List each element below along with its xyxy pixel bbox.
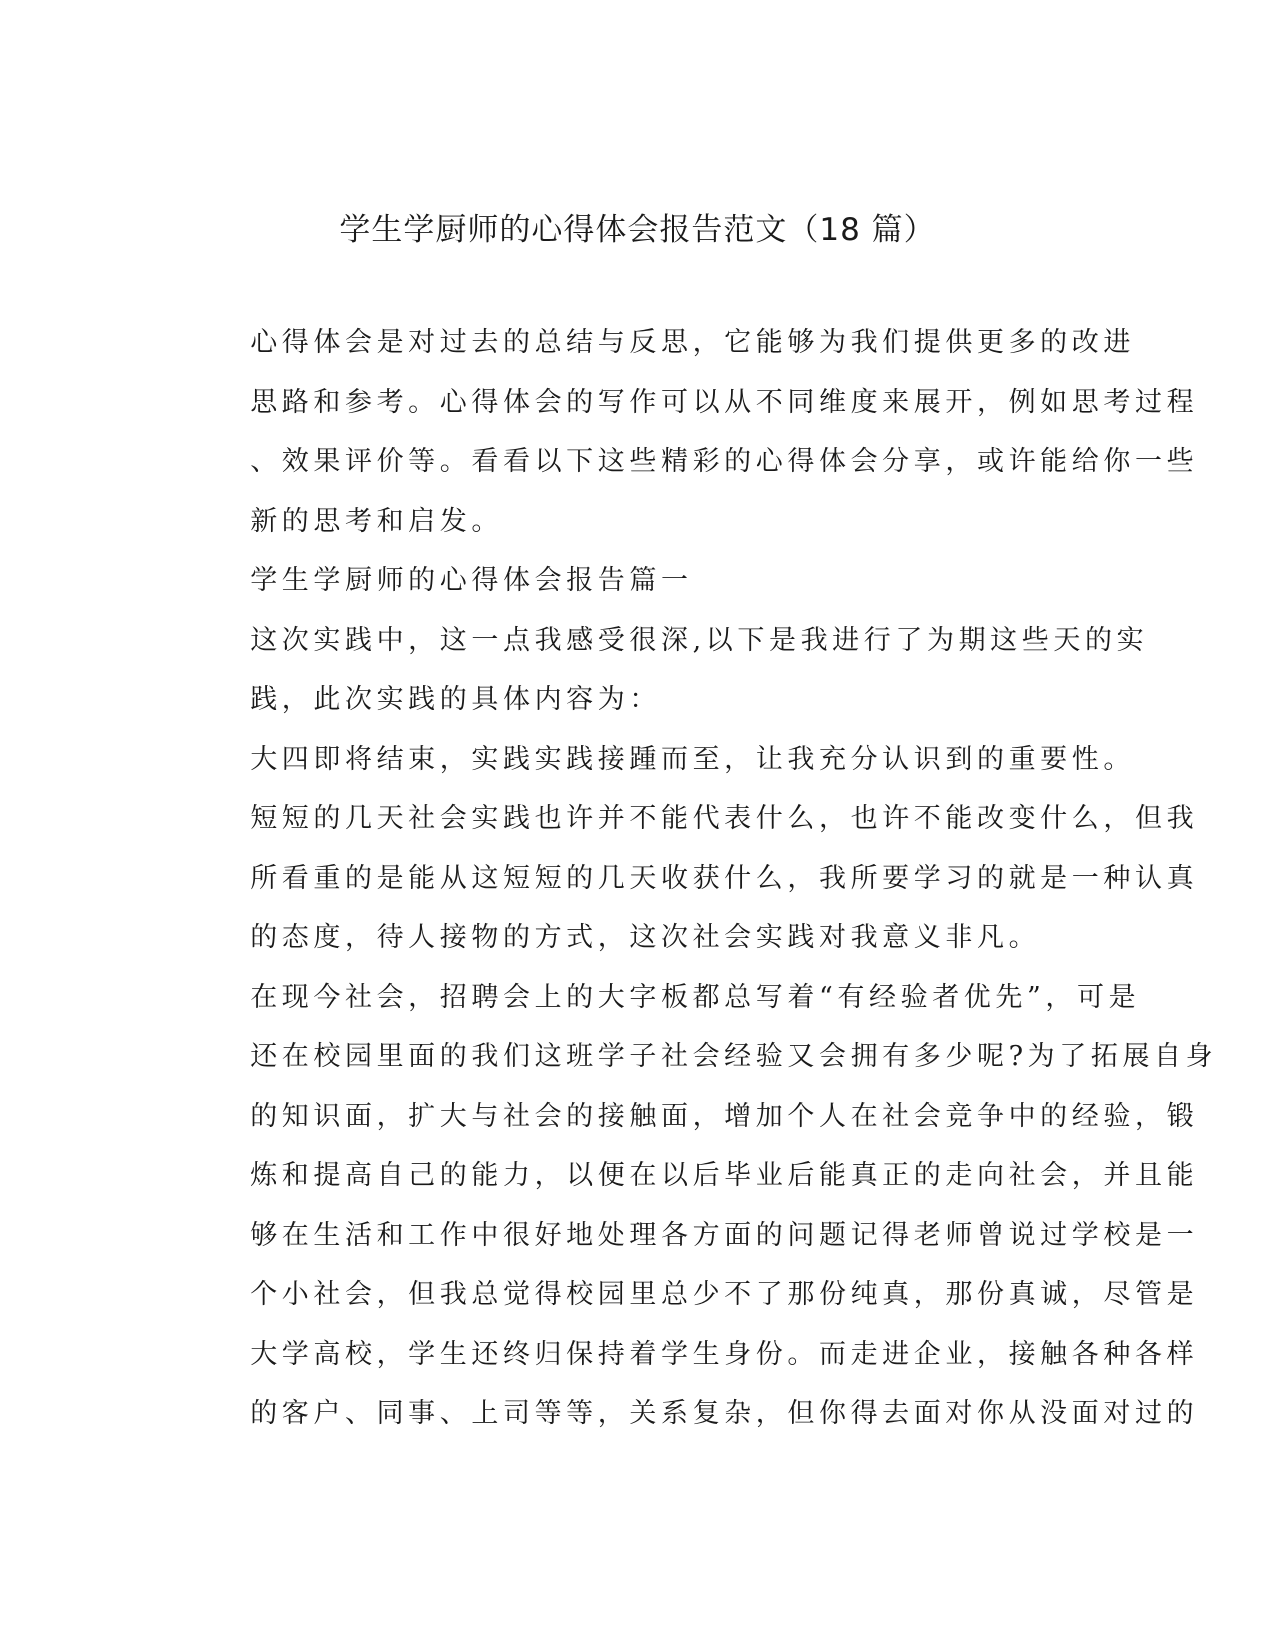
- text-line: 践，此次实践的具体内容为：: [250, 684, 661, 715]
- text-line: 在现今社会，招聘会上的大字板都总写着“有经验者优先”，可是: [250, 981, 1141, 1013]
- paragraph-intro: [180, 313, 1199, 551]
- text-line: 的客户、同事、上司等等，关系复杂，但你得去面对你从没面对过的: [250, 1398, 1199, 1429]
- section-heading: [180, 551, 1046, 611]
- text-line: 思路和参考。心得体会的写作可以从不同维度来展开，例如思考过程: [250, 386, 1199, 418]
- text-line: 的态度，待人接物的方式，这次社会实践对我意义非凡。: [250, 922, 1041, 953]
- document-body: [180, 313, 1218, 1444]
- paragraph-senior-year: [180, 730, 1199, 968]
- text-line: 炼和提高自己的能力，以便在以后毕业后能真正的走向社会，并且能: [250, 1160, 1199, 1191]
- text-line: 的知识面，扩大与社会的接触面，增加个人在社会竞争中的经验，锻: [250, 1100, 1199, 1132]
- paragraph-society: [180, 968, 1218, 1444]
- paragraph-practice: [180, 611, 1149, 730]
- text-line: 大四即将结束，实践实践接踵而至，让我充分认识到的重要性。: [250, 743, 1135, 775]
- text-line: 所看重的是能从这短短的几天收获什么，我所要学习的就是一种认真: [250, 862, 1199, 894]
- text-line: 这次实践中，这一点我感受很深,以下是我进行了为期这些天的实: [250, 624, 1149, 656]
- text-line: 学生学厨师的心得体会报告篇一: [250, 565, 693, 596]
- text-line: 短短的几天社会实践也许并不能代表什么，也许不能改变什么，但我: [250, 803, 1199, 834]
- text-line: 大学高校，学生还终归保持着学生身份。而走进企业，接触各种各样: [250, 1338, 1199, 1370]
- text-line: 心得体会是对过去的总结与反思，它能够为我们提供更多的改进: [250, 327, 1135, 358]
- text-line: 够在生活和工作中很好地处理各方面的问题记得老师曾说过学校是一: [250, 1219, 1199, 1251]
- text-line: 、效果评价等。看看以下这些精彩的心得体会分享，或许能给你一些: [250, 446, 1199, 477]
- text-line: 还在校园里面的我们这班学子社会经验又会拥有多少呢?为了拓展自身: [250, 1041, 1218, 1072]
- document-title: 学生学厨师的心得体会报告范文（18 篇）: [339, 212, 936, 248]
- text-line: 新的思考和启发。: [250, 505, 503, 537]
- text-line: 个小社会，但我总觉得校园里总少不了那份纯真，那份真诚，尽管是: [250, 1279, 1199, 1310]
